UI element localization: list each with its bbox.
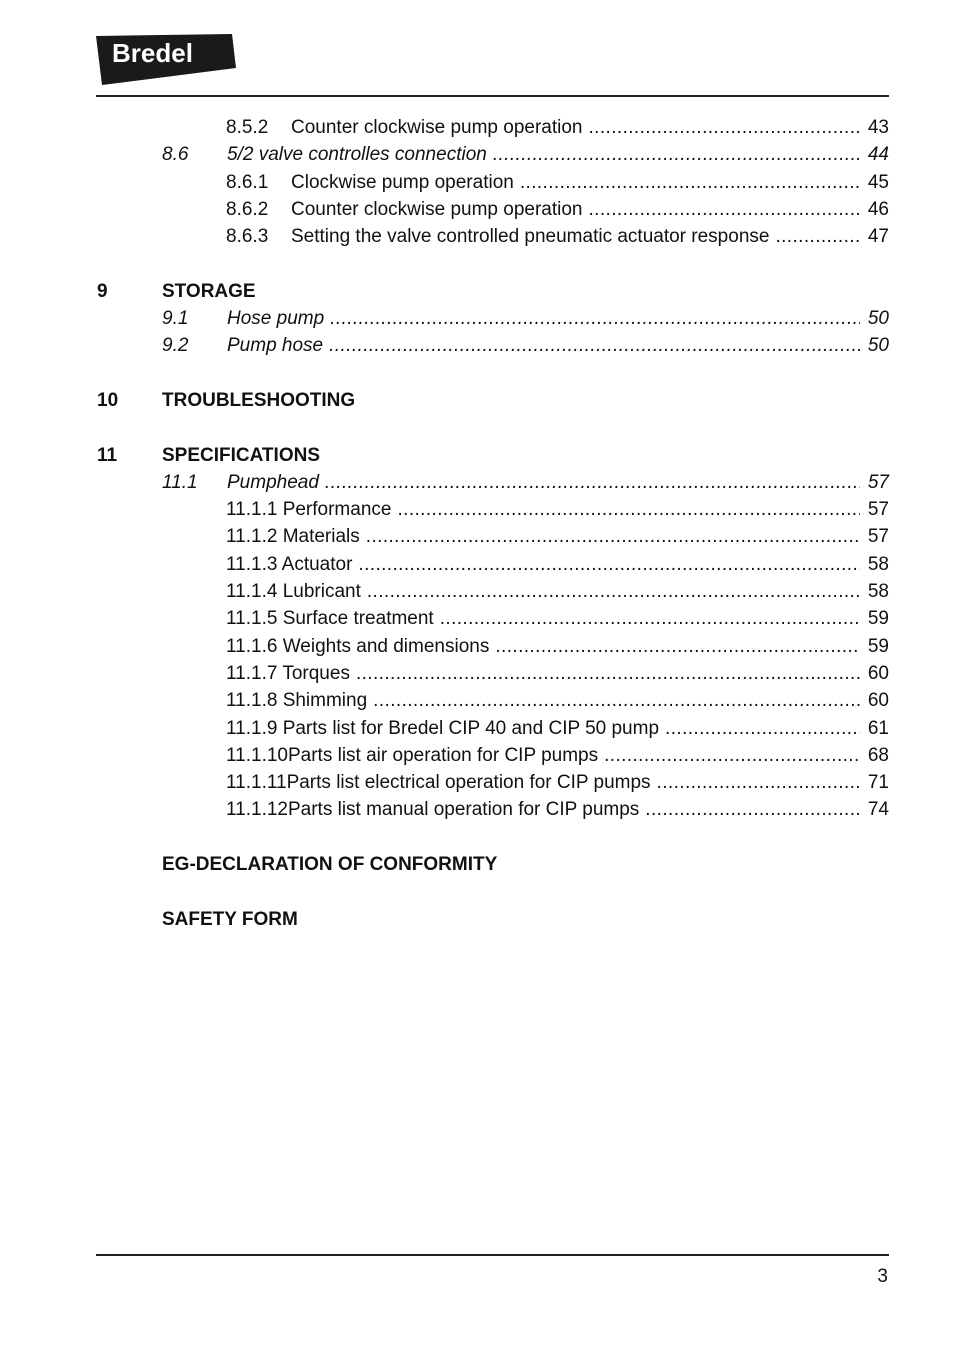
- toc-entry[interactable]: [96, 141, 889, 168]
- toc-entry-number: 9.2: [162, 335, 189, 357]
- toc-entry-page: 68: [867, 744, 889, 766]
- toc-entry-title: 11.1.12Parts list manual operation for CIP pumps: [226, 799, 640, 821]
- toc-entry[interactable]: [96, 605, 889, 632]
- dot-leader: [358, 551, 859, 578]
- toc-entry-title: 11.1.9 Parts list for Bredel CIP 40 and CIP 50 pump: [226, 717, 660, 739]
- toc-entry-page: 46: [867, 198, 889, 220]
- toc-spacer: [96, 250, 889, 277]
- toc-entry-title: 11.1.5 Surface treatment: [226, 608, 434, 630]
- toc-entry-page: 59: [867, 608, 889, 630]
- toc-entry-title: 11.1.11Parts list electrical operation for CIP pumps: [226, 772, 651, 794]
- toc-entry-number: 8.6.1: [226, 171, 269, 193]
- dot-leader: [330, 305, 860, 332]
- toc-entry-title: 11.1.3 Actuator: [226, 553, 353, 575]
- toc-entry[interactable]: [96, 742, 889, 769]
- toc-entry-number: 8.6: [162, 144, 189, 166]
- toc-chapter-specifications[interactable]: [96, 442, 889, 469]
- toc-chapter-number: 10: [97, 389, 119, 411]
- toc-entry[interactable]: [96, 223, 889, 250]
- toc-chapter-safety-form[interactable]: [96, 906, 889, 933]
- toc-chapter-title: STORAGE: [162, 280, 256, 302]
- toc-entry-number: 9.1: [162, 308, 189, 330]
- footer-rule: [96, 1254, 889, 1256]
- toc-entry-title: 11.1.2 Materials: [226, 526, 360, 548]
- toc-entry[interactable]: [96, 523, 889, 550]
- dot-leader: [367, 578, 860, 605]
- toc-entry[interactable]: [96, 578, 889, 605]
- toc-entry-page: 57: [867, 471, 889, 493]
- toc-entry-title: 5/2 valve controlles connection: [227, 144, 487, 166]
- dot-leader: [520, 169, 860, 196]
- dot-leader: [604, 742, 860, 769]
- toc-entry[interactable]: [96, 551, 889, 578]
- toc-entry-page: 59: [867, 635, 889, 657]
- toc-entry-title: Setting the valve controlled pneumatic actuator response: [291, 226, 770, 248]
- toc-entry[interactable]: [96, 687, 889, 714]
- dot-leader: [493, 141, 860, 168]
- dot-leader: [440, 605, 860, 632]
- toc-chapter-title: SAFETY FORM: [162, 908, 298, 930]
- toc-chapter-title: TROUBLESHOOTING: [162, 389, 356, 411]
- toc-entry-page: 71: [867, 772, 889, 794]
- toc-entry-page: 57: [867, 499, 889, 521]
- toc-entry[interactable]: [96, 796, 889, 823]
- dot-leader: [775, 223, 859, 250]
- toc-spacer: [96, 360, 889, 387]
- toc-spacer: [96, 878, 889, 905]
- spec-subsection-list: [96, 496, 889, 824]
- toc-entry[interactable]: [96, 169, 889, 196]
- toc-chapter-storage[interactable]: [96, 278, 889, 305]
- toc-entry-title: 11.1.8 Shimming: [226, 690, 368, 712]
- toc-chapter-title: SPECIFICATIONS: [162, 444, 320, 466]
- toc-chapter-number: 11: [97, 444, 118, 466]
- toc-entry-title: 11.1.7 Torques: [226, 662, 350, 684]
- toc-entry-number: 8.6.3: [226, 226, 269, 248]
- toc-entry-title: 11.1.10Parts list air operation for CIP pumps: [226, 744, 599, 766]
- toc-entry-page: 50: [867, 308, 889, 330]
- toc-entry-title: 11.1.1 Performance: [226, 499, 392, 521]
- bredel-logo: [96, 34, 236, 86]
- toc-entry-title: Counter clockwise pump operation: [291, 117, 583, 138]
- toc-entry-title: 11.1.4 Lubricant: [226, 581, 361, 603]
- toc-entry-page: 47: [867, 226, 889, 248]
- dot-leader: [657, 769, 860, 796]
- header-rule: [96, 95, 889, 97]
- toc-chapter-title: EG-DECLARATION OF CONFORMITY: [162, 854, 498, 876]
- toc-entry-number: 8.5.2: [226, 117, 269, 138]
- toc-entry[interactable]: [96, 496, 889, 523]
- dot-leader: [366, 523, 860, 550]
- page-number: 3: [877, 1266, 888, 1287]
- toc-entry-page: 61: [867, 717, 889, 739]
- toc-entry[interactable]: [96, 633, 889, 660]
- toc-chapter-number: 9: [97, 280, 108, 302]
- toc-entry-page: 43: [867, 117, 889, 138]
- toc-entry-page: 60: [867, 662, 889, 684]
- toc-entry[interactable]: [96, 715, 889, 742]
- toc-entry[interactable]: [96, 769, 889, 796]
- toc-chapter-declaration[interactable]: [96, 851, 889, 878]
- toc-entry-number: 8.6.2: [226, 198, 269, 220]
- toc-entry-title: Counter clockwise pump operation: [291, 198, 583, 220]
- toc-spacer: [96, 824, 889, 851]
- dot-leader: [397, 496, 859, 523]
- toc-entry-title: Pump hose: [227, 335, 324, 357]
- toc-entry-page: 60: [867, 690, 889, 712]
- dot-leader: [589, 114, 860, 141]
- toc-entry-title: 11.1.6 Weights and dimensions: [226, 635, 490, 657]
- toc-chapter-troubleshooting[interactable]: [96, 387, 889, 414]
- toc-entry-page: 58: [867, 553, 889, 575]
- dot-leader: [589, 196, 860, 223]
- toc-entry-page: 74: [867, 799, 889, 821]
- dot-leader: [325, 469, 860, 496]
- table-of-contents: [96, 114, 889, 933]
- logo-text: Bredel: [112, 38, 193, 68]
- toc-entry[interactable]: [96, 305, 889, 332]
- toc-entry-title: Clockwise pump operation: [291, 171, 514, 193]
- toc-entry-page: 44: [867, 144, 889, 166]
- toc-entry-title: Pumphead: [227, 471, 319, 493]
- dot-leader: [356, 660, 860, 687]
- toc-entry-page: 50: [867, 335, 889, 357]
- toc-entry[interactable]: [96, 332, 889, 359]
- toc-spacer: [96, 414, 889, 441]
- toc-entry[interactable]: [96, 114, 889, 141]
- toc-entry-page: 58: [867, 581, 889, 603]
- toc-entry-page: 57: [867, 526, 889, 548]
- toc-entry-title: Hose pump: [227, 308, 325, 330]
- toc-entry-page: 45: [867, 171, 889, 193]
- dot-leader: [329, 332, 860, 359]
- toc-entry-number: 11.1: [162, 471, 198, 493]
- dot-leader: [373, 687, 860, 714]
- toc-entry[interactable]: [96, 660, 889, 687]
- dot-leader: [495, 633, 860, 660]
- toc-entry[interactable]: [96, 196, 889, 223]
- dot-leader: [645, 796, 860, 823]
- dot-leader: [665, 715, 860, 742]
- toc-entry[interactable]: [96, 469, 889, 496]
